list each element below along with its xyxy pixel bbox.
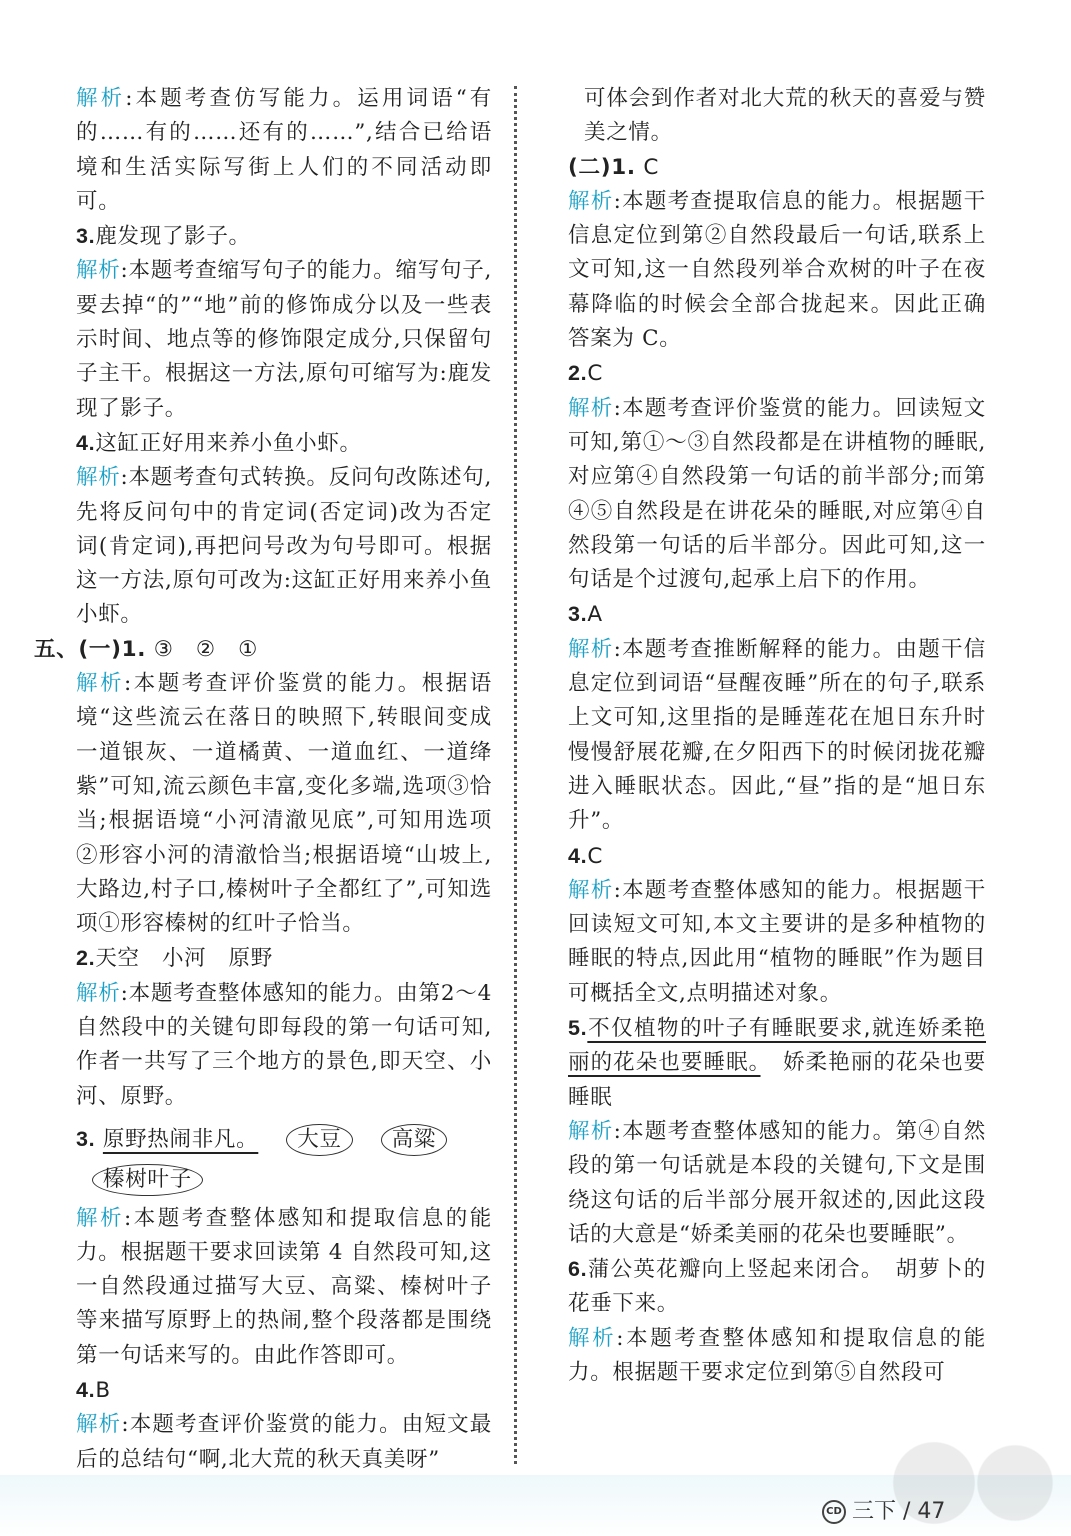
grade-badge-icon: CD <box>822 1500 846 1524</box>
explanation-label: 解析 <box>568 188 614 214</box>
explanation-paragraph: 可体会到作者对北大荒的秋天的喜爱与赞美之情。 <box>584 86 986 146</box>
answer-line: 3.A <box>568 602 603 628</box>
answer-line: 4.这缸正好用来养小鱼小虾。 <box>76 430 362 456</box>
circled-word: 高粱 <box>381 1124 447 1156</box>
column-divider <box>514 86 517 1464</box>
circled-word: 大豆 <box>286 1124 352 1156</box>
explanation-paragraph: 解析:本题考查整体感知和提取信息的能力。根据题干要求定位到第⑤自然段可 <box>568 1325 986 1385</box>
explanation-label: 解析 <box>76 258 121 284</box>
explanation-label: 解析 <box>568 636 614 662</box>
explanation-label: 解析 <box>76 465 121 491</box>
page-footer <box>822 1494 945 1525</box>
explanation-label: 解析 <box>568 877 614 903</box>
explanation-paragraph: 解析:本题考查句式转换。反问句改陈述句,先将反问句中的肯定词(否定词)改为否定词(肯定词),再把问号改为句号即可。根据这一方法,原句可改为:这缸正好用来养小鱼小虾。 <box>76 465 492 628</box>
answer-line: 4.B <box>76 1377 111 1403</box>
answer-line: 5.不仅植物的叶子有睡眠要求,就连娇柔艳丽的花朵也要睡眠。 娇柔艳丽的花朵也要睡眠 <box>568 1016 986 1110</box>
explanation-paragraph: 解析:本题考查评价鉴赏的能力。回读短文可知,第①～③自然段都是在讲植物的睡眠,对应第④自然段第一句话的前半部分;而第④⑤自然段是在讲花朵的睡眠,对应第④自然段第一句话的后半部分。因此可知,这一句话是个过渡句,起承上启下的作用。 <box>568 395 986 593</box>
explanation-label: 解析 <box>76 1412 122 1438</box>
answer-line: 3. 原野热闹非凡。 大豆 高粱 <box>76 1122 492 1157</box>
explanation-label: 解析 <box>76 980 121 1006</box>
underlined-answer: 不仅植物的叶子有睡眠要求,就连娇柔艳丽的花朵也要睡眠。 <box>568 1016 986 1076</box>
underlined-answer: 原野热闹非凡。 <box>102 1126 259 1152</box>
explanation-paragraph: 解析:本题考查整体感知的能力。第④自然段的第一句话就是本段的关键句,下文是围绕这句话的后半部分展开叙述的,因此这段话的大意是“娇柔美丽的花朵也要睡眠”。 <box>568 1118 986 1247</box>
explanation-label: 解析 <box>76 86 126 111</box>
circled-word: 榛树叶子 <box>92 1164 203 1196</box>
explanation-label: 解析 <box>76 671 125 697</box>
answer-line: 4.C <box>568 843 604 869</box>
explanation-paragraph: 解析:本题考查仿写能力。运用词语“有的……有的……还有的……”,结合已给语境和生活实际写街上人们的不同活动即可。 <box>76 86 493 214</box>
answer-line <box>76 1163 492 1197</box>
page-number: 三下 / 47 <box>852 1499 946 1524</box>
explanation-paragraph: 解析:本题考查提取信息的能力。根据题干信息定位到第②自然段最后一句话,联系上文可知,这一自然段列举合欢树的叶子在夜幕降临的时候会全部合拢起来。因此正确答案为 C。 <box>568 188 986 352</box>
explanation-paragraph: 解析:本题考查缩写句子的能力。缩写句子,要去掉“的”“地”前的修饰成分以及一些表示时间、地点等的修饰限定成分,只保留句子主干。根据这一方法,原句可缩写为:鹿发现了影子。 <box>76 258 492 421</box>
explanation-label: 解析 <box>76 1205 125 1231</box>
section-heading: (二)1. C <box>568 154 660 180</box>
explanation-paragraph: 解析:本题考查整体感知的能力。根据题干回读短文可知,本文主要讲的是多种植物的睡眠的特点,因此用“植物的睡眠”作为题目可概括全文,点明描述对象。 <box>568 877 986 1006</box>
answer-line: 6.蒲公英花瓣向上竖起来闭合。 胡萝卜的花垂下来。 <box>568 1257 986 1317</box>
answer-line: 2.C <box>568 361 604 387</box>
explanation-label: 解析 <box>568 395 614 421</box>
section-heading: 五、(一)1. ③ ② ① <box>34 636 259 662</box>
answer-line: 2.天空 小河 原野 <box>76 946 273 972</box>
explanation-paragraph: 解析:本题考查整体感知和提取信息的能力。根据题干要求回读第 4 自然段可知,这一自然段通过描写大豆、高粱、榛树叶子等来描写原野上的热闹,整个段落都是围绕第一句话来写的。由此作答即可。 <box>76 1205 492 1368</box>
explanation-paragraph: 解析:本题考查评价鉴赏的能力。由短文最后的总结句“啊,北大荒的秋天真美呀” <box>76 1412 492 1472</box>
answer-line: 3.鹿发现了影子。 <box>76 224 251 250</box>
explanation-label: 解析 <box>568 1118 614 1144</box>
explanation-paragraph: 解析:本题考查评价鉴赏的能力。根据语境“这些流云在落日的映照下,转眼间变成一道银灰、一道橘黄、一道血红、一道绛紫”可知,流云颜色丰富,变化多端,选项③恰当;根据语境“小河清澈见底”,可知用选项②形容小河的清澈恰当;根据语境“山坡上,大路边,村子口,榛树叶子全都红了”,可知选项①形容榛树的红叶子恰当。 <box>76 671 492 937</box>
left-column <box>34 82 493 1477</box>
explanation-paragraph: 解析:本题考查整体感知的能力。由第2～4自然段中的关键句即每段的第一句话可知,作者一共写了三个地方的景色,即天空、小河、原野。 <box>76 980 493 1109</box>
right-column <box>568 82 986 1390</box>
explanation-label: 解析 <box>568 1325 617 1351</box>
explanation-paragraph: 解析:本题考查推断解释的能力。由题干信息定位到词语“昼醒夜睡”所在的句子,联系上文可知,这里指的是睡莲花在旭日东升时慢慢舒展花瓣,在夕阳西下的时候闭拢花瓣进入睡眠状态。因此,“昼”指的是“旭日东升”。 <box>568 636 986 834</box>
